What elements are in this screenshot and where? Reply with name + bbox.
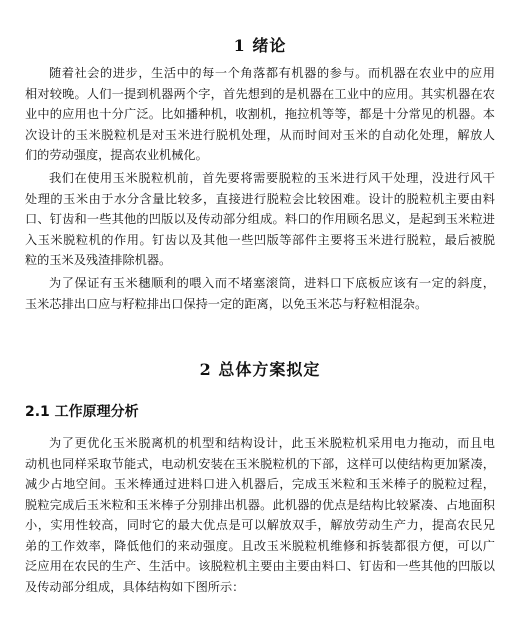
chapter-2-title: 2 总体方案拟定 — [199, 360, 321, 379]
paragraph-line: 小，实用性较高，同时它的最大优点是可以解放双手，解放劳动生产力，提高农民兄 — [25, 518, 495, 532]
intro-paragraph-1 — [25, 63, 495, 166]
intro-paragraph-2 — [25, 168, 495, 271]
paragraph-line: 们的劳动强度，提高农业机械化。 — [25, 148, 208, 162]
paragraph-line: 为了保证有玉米穗顺利的喂入而不堵塞滚筒，进料口下底板应该有一定的斜度， — [49, 276, 495, 290]
intro-paragraph-3 — [25, 273, 495, 314]
paragraph-line: 弟的工作效率，降低他们的来动强度。且改玉米脱粒机维修和拆装都很方便，可以广 — [25, 538, 495, 553]
paragraph-line: 处理的玉米由于水分含量比较多，直接进行脱粒会比较困难。设计的脱粒机主要由料 — [25, 191, 495, 206]
paragraph-line: 泛应用在农民的生产、生活中。该脱粒机主要由主要由料口、钉齿和一些其他的凹版以 — [25, 559, 495, 573]
paragraph-line: 次设计的玉米脱粒机是对玉米进行脱机处理，从而时间对玉米的自动化处理，解放人 — [25, 127, 495, 142]
paragraph-line: 业中的应用也十分广泛。比如播种机，收割机，拖拉机等等，都是十分常见的机器。本 — [25, 107, 495, 121]
paragraph-line: 及传动部分组成，具体结构如下图所示： — [25, 579, 245, 594]
paragraph-line: 相对较晚。人们一提到机器两个字，首先想到的是机器在工业中的应用。其实机器在农 — [25, 86, 495, 101]
paragraph-line: 我们在使用玉米脱粒机前，首先要将需要脱粒的玉米进行风干处理，没进行风干 — [49, 171, 495, 185]
paragraph-line: 粒的玉米及残渣排除机器。 — [25, 253, 172, 267]
paragraph-line: 入玉米脱粒机的作用。钉齿以及其他一些凹版等部件主要将玉米进行脱粒，最后被脱 — [25, 232, 495, 247]
paragraph-line: 脱粒完成后玉米粒和玉米棒子分别排出机器。此机器的优点是结构比较紧凑、占地面积 — [25, 497, 495, 512]
paragraph-line: 口、钉齿和一些其他的凹版以及传动部分组成。料口的作用顾名思义，是起到玉米粒进 — [25, 212, 495, 226]
section-2-1-title: 2.1 工作原理分析 — [25, 404, 139, 420]
paragraph-line: 随着社会的进步，生活中的每一个角落都有机器的参与。而机器在农业中的应用 — [49, 66, 495, 80]
paragraph-line: 动机也同样采取节能式，电动机安装在玉米脱粒机的下部，这样可以使结构更加紧凑， — [25, 456, 495, 471]
section-2-1-paragraph — [25, 433, 495, 597]
paragraph-line: 为了更优化玉米脱离机的机型和结构设计，此玉米脱粒机采用电力拖动，而且电 — [49, 436, 495, 450]
chapter-1-title: 1 绪论 — [233, 36, 287, 55]
paragraph-line: 玉米芯排出口应与籽粒排出口保持一定的距离，以免玉米芯与籽粒相混杂。 — [25, 296, 428, 311]
paragraph-line: 减少占地空间。玉米棒通过进料口进入机器后，完成玉米粒和玉米棒子的脱粒过程， — [25, 477, 495, 491]
